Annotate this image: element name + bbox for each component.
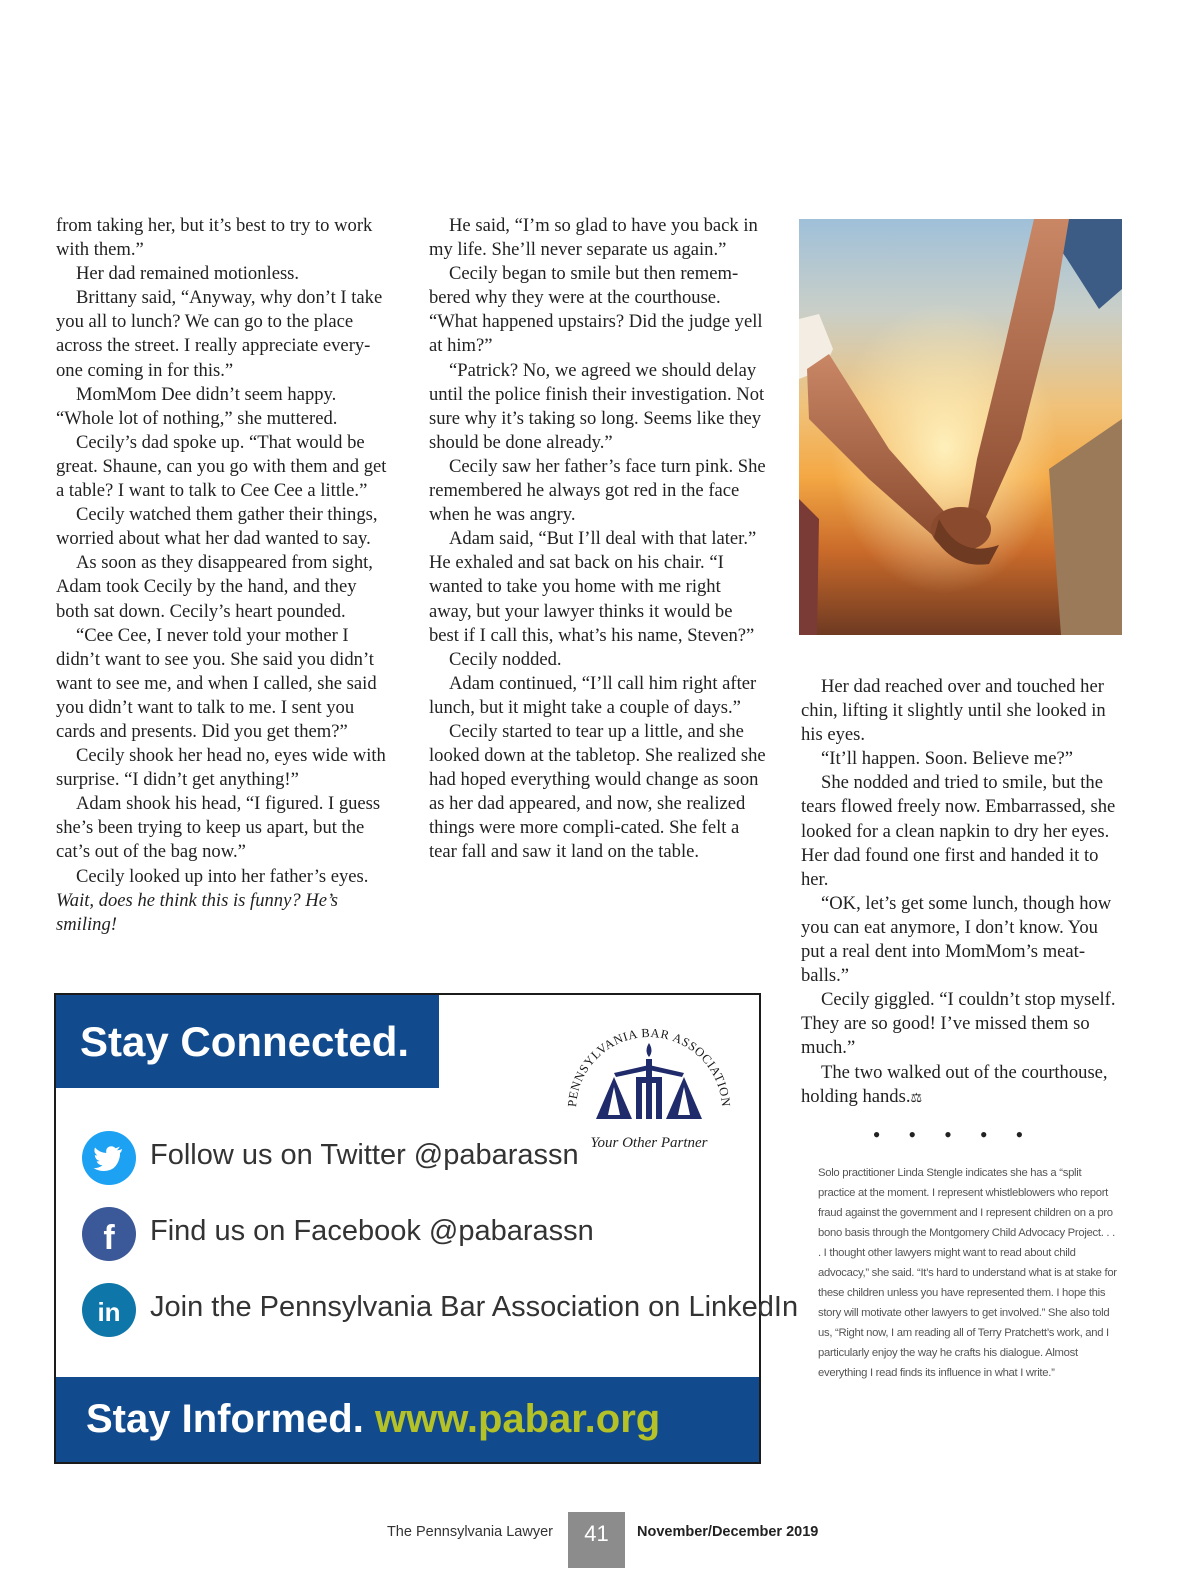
linkedin-row[interactable] xyxy=(82,1283,799,1339)
paragraph: Cecily looked up into her father’s eyes. xyxy=(76,865,369,887)
article-column-3 xyxy=(801,675,1123,1110)
paragraph: The two walked out of the courthouse, holding hands.⚖ xyxy=(801,1061,1108,1107)
author-bio: Solo practitioner Linda Stengle indicates she has a “split practice at the moment. I represent whistleblowers who report fraud against the government and I represent children on a pro bono basis through the Montgomery Child Advocacy Project. . . . I thought other lawyers might want to read about child advocacy,” she said. “It’s hard to understand what is at stake for these children unless you have represented them. I hope this story will motivate other lawyers to get involved.” She also told us, “Right now, I am reading all of Terry Pratchett’s work, and I particularly enjoy the way he crafts his dialogue. Almost everything I read finds its influence in what I write.” xyxy=(818,1167,1117,1379)
paragraph: Her dad reached over and touched her chin, lifting it slightly until she looked in his eyes. xyxy=(801,676,1106,746)
twitter-label: Follow us on Twitter @pabarassn xyxy=(150,1139,579,1171)
stay-informed-text: Stay Informed. xyxy=(86,1397,364,1441)
section-divider: ••••• xyxy=(872,1122,1052,1147)
paragraph: “Cee Cee, I never told your mother I didn’t want to see you. She said you didn’t want to see me, and when I called, she said you didn’t want to talk to me. I sent you cards and presents. Did you get them?” xyxy=(56,624,377,742)
publication-name: The Pennsylvania Lawyer xyxy=(386,1524,553,1540)
paragraph: Cecily started to tear up a little, and she looked down at the tabletop. She realized she had hoped everything would change as soon as her dad appeared, and now, she realized things were more compli-cated. She felt a tear fall and saw it land on the table. xyxy=(429,720,766,863)
paragraph: He said, “I’m so glad to have you back in my life. She’ll never separate us again.” xyxy=(429,215,758,261)
paragraph: Cecily shook her head no, eyes wide with surprise. “I didn’t get anything!” xyxy=(56,745,386,791)
logo-tagline: Your Other Partner xyxy=(590,1135,708,1151)
paragraph: Cecily’s dad spoke up. “That would be great. Shaune, can you go with them and get a table? I want to talk to Cee Cee a little.” xyxy=(56,431,387,502)
paragraph: “Patrick? No, we agreed we should delay until the police finish their investigation. Not sure why it’s taking so long. Seems like they should be done already.” xyxy=(429,359,765,453)
issue-date: November/December 2019 xyxy=(637,1524,819,1540)
ad-footer-banner xyxy=(56,1377,759,1462)
linkedin-label: Join the Pennsylvania Bar Association on LinkedIn xyxy=(150,1291,799,1323)
twitter-icon xyxy=(82,1131,136,1185)
holding-hands-photo xyxy=(799,219,1122,635)
page-number: 41 xyxy=(568,1512,625,1568)
linkedin-icon xyxy=(82,1283,136,1337)
article-column-2 xyxy=(429,214,767,865)
paragraph: “It’ll happen. Soon. Believe me?” xyxy=(821,748,1073,770)
paragraph: As soon as they disappeared from sight, Adam took Cecily by the hand, and they both sat down. Cecily’s heart pounded. xyxy=(56,552,373,622)
twitter-row[interactable] xyxy=(82,1131,662,1187)
facebook-row[interactable] xyxy=(82,1207,662,1263)
paragraph: Her dad remained motionless. xyxy=(76,263,300,285)
paragraph: from taking her, but it’s best to try to work with them.” xyxy=(56,215,373,261)
ad-headline: Stay Connected. xyxy=(56,995,439,1088)
website-link[interactable]: www.pabar.org xyxy=(374,1397,661,1441)
facebook-label: Find us on Facebook @pabarassn xyxy=(150,1215,594,1247)
paragraph: Wait, does he think this is funny? He’s smiling! xyxy=(56,889,338,935)
paragraph: Cecily watched them gather their things, worried about what her dad wanted to say. xyxy=(56,504,378,550)
article-column-1 xyxy=(56,214,392,937)
paragraph: Cecily saw her father’s face turn pink. She remembered he always got red in the face when he was angry. xyxy=(429,455,766,526)
paragraph: Cecily giggled. “I couldn’t stop myself. They are so good! I’ve missed them so much.” xyxy=(801,989,1116,1059)
paragraph: MomMom Dee didn’t seem happy. “Whole lot of nothing,” she muttered. xyxy=(56,383,338,429)
logo-arc-text: PENNSYLVANIA BAR ASSOCIATION xyxy=(564,1025,734,1108)
page-footer xyxy=(0,1512,1200,1568)
facebook-icon xyxy=(82,1207,136,1261)
end-mark-icon: ⚖ xyxy=(910,1089,923,1105)
pba-advertisement xyxy=(54,993,799,1464)
svg-text:f: f xyxy=(103,1219,115,1257)
paragraph: Adam said, “But I’ll deal with that later.” He exhaled and sat back on his chair. “I wanted to take you home with me right away, but your lawyer thinks it would be best if I call this, what’s his name, Steven?” xyxy=(429,528,757,646)
paragraph: “OK, let’s get some lunch, though how you can eat anymore, I don’t know. You put a real dent into MomMom’s meat-balls.” xyxy=(801,892,1112,987)
paragraph: Cecily began to smile but then remem-bered why they were at the courthouse. “What happened upstairs? Did the judge yell at him?” xyxy=(429,263,763,357)
paragraph: Cecily nodded. xyxy=(449,648,562,670)
paragraph: Adam continued, “I’ll call him right after lunch, but it might take a couple of days.” xyxy=(429,672,757,718)
svg-text:in: in xyxy=(97,1297,121,1327)
paragraph: Adam shook his head, “I figured. I guess she’s been trying to keep us apart, but the cat’s out of the bag now.” xyxy=(56,793,381,863)
paragraph: Brittany said, “Anyway, why don’t I take you all to lunch? We can go to the place across the street. I really appreciate every-one coming in for this.” xyxy=(56,287,383,381)
paragraph: She nodded and tried to smile, but the tears flowed freely now. Embarrassed, she looked for a clean napkin to dry her eyes. Her dad found one first and handed it to her. xyxy=(801,772,1116,890)
